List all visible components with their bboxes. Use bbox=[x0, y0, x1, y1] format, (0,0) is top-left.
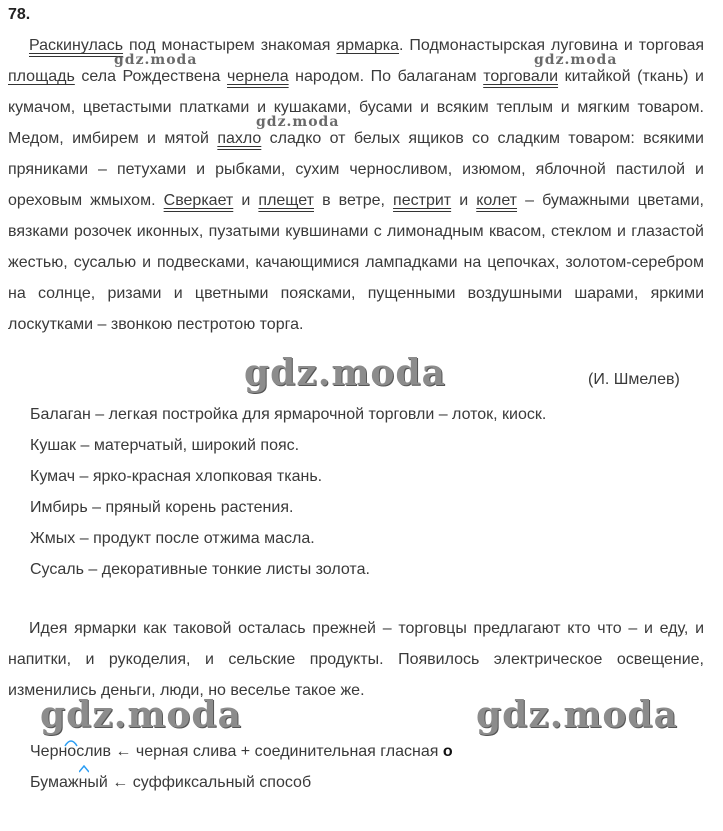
text-paragraph-answer: Идея ярмарки как таковой осталась прежней – торговцы предлагают кто что – и еду, и напитки, и рукоделия, и сельские продукты. Появилось электрическое освещение, изменились деньги, люди, но веселье такое же. bbox=[8, 620, 704, 699]
predicate-underlined: Раскинулась bbox=[29, 37, 124, 54]
word-analysis-list bbox=[30, 736, 453, 798]
word-part: Бумаж bbox=[30, 774, 79, 791]
glossary-item: Кушак – матерчатый, широкий пояс. bbox=[30, 437, 300, 454]
subject-underlined: ярмарка bbox=[336, 37, 400, 54]
suffix-caret-icon bbox=[79, 765, 89, 773]
word-part: слив bbox=[76, 743, 111, 760]
word-part: ый bbox=[87, 774, 108, 791]
exercise-number: 78. bbox=[8, 6, 31, 23]
watermark: gdz.moda bbox=[244, 352, 446, 394]
word-analysis-item bbox=[30, 767, 453, 798]
text-fragment: и bbox=[451, 192, 477, 209]
text-fragment: китайкой (ткань) и кумачом, цветастыми платками и кушаками, бусами и всяким теплым и мягким товаром. Медом, имбирем и мятой bbox=[8, 68, 704, 147]
text-fragment: сладко от белых ящиков со сладким товаром: всякими пряниками – петухами и рыбками, сухим черносливом, изюмом, яблочной пастилой и ореховым жмыхом. bbox=[8, 130, 704, 209]
glossary-item: Балаган – легкая постройка для ярмарочной торговли – лоток, киоск. bbox=[30, 406, 547, 423]
watermark: gdz.moda bbox=[256, 114, 340, 130]
text-fragment: села Рождествена bbox=[74, 68, 228, 85]
glossary-item: Сусаль – декоративные тонкие листы золота. bbox=[30, 561, 370, 578]
suffix-mark bbox=[79, 774, 88, 791]
text-paragraph-main bbox=[8, 30, 704, 340]
predicate-underlined: чернела bbox=[227, 68, 289, 85]
predicate-underlined: Сверкает bbox=[163, 192, 234, 209]
predicate-underlined: плещет bbox=[258, 192, 314, 209]
glossary-list bbox=[30, 399, 546, 585]
glossary-item: Имбирь – пряный корень растения. bbox=[30, 499, 294, 516]
vowel-letter: о bbox=[67, 743, 77, 760]
vowel-highlight: о bbox=[442, 743, 453, 760]
suffix-letter: н bbox=[78, 774, 88, 791]
watermark: gdz.moda bbox=[534, 52, 618, 68]
text-fragment: народом. По балаганам bbox=[288, 68, 484, 85]
predicate-underlined: пестрит bbox=[393, 192, 452, 209]
glossary-item: Жмых – продукт после отжима масла. bbox=[30, 530, 315, 547]
predicate-underlined: торговали bbox=[483, 68, 559, 85]
watermark: gdz.moda bbox=[40, 694, 242, 736]
word-part: Черн bbox=[30, 743, 68, 760]
text-fragment: . Подмонастырская луговина и торговая bbox=[399, 37, 705, 54]
predicate-underlined: пахло bbox=[217, 130, 262, 147]
word-explanation: ← черная слива + соединительная гласная bbox=[110, 743, 443, 760]
text-fragment: и bbox=[233, 192, 259, 209]
connecting-vowel bbox=[67, 743, 76, 760]
text-fragment: в ветре, bbox=[313, 192, 394, 209]
watermark: gdz.moda bbox=[114, 52, 198, 68]
watermark: gdz.moda bbox=[476, 694, 678, 736]
text-fragment: – бумажными цветами, вязками розочек иконных, пузатыми кувшинами с лимонадным квасом, стеклом и глазастой жестью, сусалью и подвесками, качающимися лампадками на цепочках, золотом-серебром на солнце, ризами и цветными поясками, пущенными воздушными шарами, яркими лоскутками – звонкою пестротою торга. bbox=[8, 192, 705, 333]
text-fragment: под монастырем знакомая bbox=[123, 37, 337, 54]
author-credit: (И. Шмелев) bbox=[588, 371, 680, 388]
predicate-underlined: колет bbox=[476, 192, 518, 209]
word-explanation: ← суффиксальный способ bbox=[107, 774, 312, 791]
subject-underlined: площадь bbox=[8, 68, 75, 85]
word-analysis-item bbox=[30, 736, 453, 767]
glossary-item: Кумач – ярко-красная хлопковая ткань. bbox=[30, 468, 323, 485]
vowel-arc-icon bbox=[64, 739, 78, 747]
